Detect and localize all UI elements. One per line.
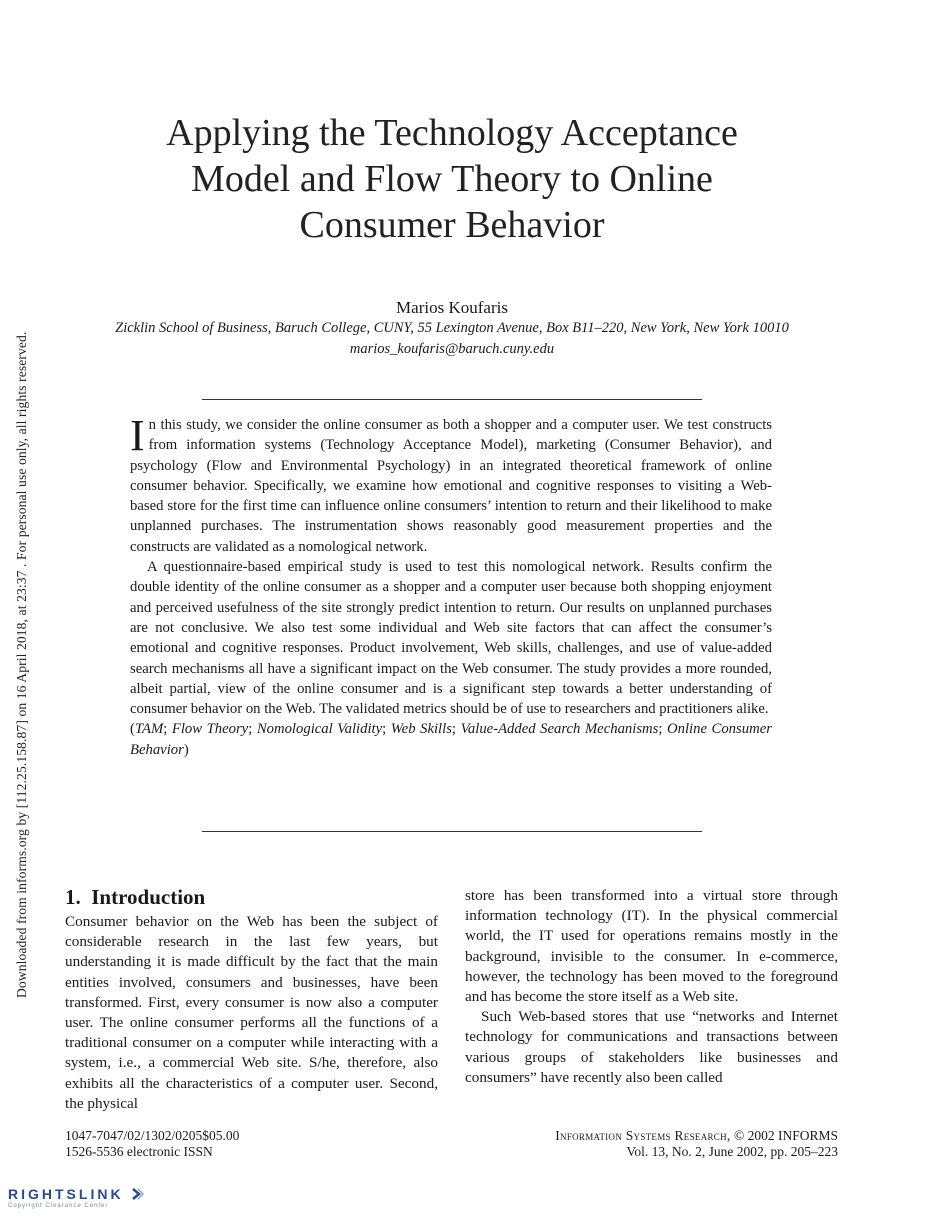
keyword: Flow Theory (171, 721, 249, 738)
title-line: Model and Flow Theory to Online (191, 158, 713, 200)
issn-print: 1047-7047/02/1302/0205$05.00 (65, 1128, 240, 1143)
copyright: © 2002 INFORMS (733, 1128, 838, 1143)
section-heading: 1. Introduction (65, 885, 206, 909)
abstract-paragraph-1 (130, 411, 772, 557)
logo-text: RIGHTSLINK (8, 1186, 124, 1202)
drop-cap: I (130, 411, 145, 460)
author-name: Marios Koufaris (396, 298, 508, 317)
logo-subtitle: Copyright Clearance Center (8, 1203, 109, 1209)
volume-info: Vol. 13, No. 2, June 2002, pp. 205–223 (626, 1144, 838, 1159)
abstract-p1-text: n this study, we consider the online consumer as both a shopper and a computer user. We test constructs from information systems (Technology Acceptance Model), marketing (Consumer Behavior), and psychology (Flow and Environmental Psychology) in an integrated theoretical framework of online consumer behavior. Specifically, we examine how emotional and cognitive responses to visiting a Web-based store for the first time can influence online consumers’ intention to return and their likelihood to make unplanned purchases. The instrumentation shows reasonably good measurement properties and the constructs are validated as a nomological network. (130, 417, 772, 555)
keyword: Nomological Validity (256, 721, 383, 738)
abstract-bottom-rule (202, 831, 702, 832)
keyword: Value-Added Search Mechanisms (460, 721, 659, 738)
footer-right (555, 1128, 838, 1160)
keywords: (TAM; Flow Theory; Nomological Validity; Web Skills; Value-Added Search Mechanisms; Online Consumer Behavior) (130, 721, 772, 758)
author-affiliation: Zicklin School of Business, Baruch College, CUNY, 55 Lexington Avenue, Box B11–220, New York, New York 10010 (115, 320, 789, 336)
footer-left (65, 1128, 239, 1160)
journal-name: Information Systems Research, (555, 1128, 731, 1143)
keyword: Web Skills (390, 721, 452, 738)
download-notice: Downloaded from informs.org by [112.25.158.87] on 16 April 2018, at 23:37 . For personal use only, all rights reserved. (14, 331, 29, 998)
abstract (130, 411, 772, 760)
rightslink-arrow-icon (130, 1187, 144, 1201)
intro-paragraph-1-cont: store has been transformed into a virtual store through information technology (IT). In the physical commercial world, the IT used for operations remains mostly in the background, invisible to the consumer. In e-commerce, however, the technology has been moved to the foreground and has become the store itself as a Web site. (465, 887, 838, 1006)
abstract-top-rule (202, 399, 702, 400)
paper-title (0, 110, 904, 248)
intro-paragraph-1: Consumer behavior on the Web has been the subject of considerable research in the last few years, but understanding it is made difficult by the fact that the main entities involved, consumers and businesses, have been transformed. First, every consumer is now also a computer user. The online consumer performs all the functions of a traditional consumer on a computer while interacting with a system, i.e., a commercial Web site. S/he, therefore, also exhibits all the characteristics of a computer user. Second, the physical (65, 913, 438, 1112)
keyword: TAM (134, 721, 164, 738)
abstract-paragraph-2: A questionnaire-based empirical study is used to test this nomological network. Results confirm the double identity of the online consumer as a shopper and a computer user because both shopping enjoyment and perceived usefulness of the site strongly predict intention to return. Our results on unplanned purchases are not conclusive. We also test some individual and Web site factors that can affect the consumer’s emotional and cognitive responses. Product involvement, Web skills, challenges, and use of value-added search mechanisms all have a significant impact on the Web consumer. The study provides a more rounded, albeit partial, view of the online consumer and is a significant step towards a better understanding of consumer behavior on the Web. The validated metrics should be of use to researchers and practitioners alike. (130, 559, 772, 718)
issn-electronic: 1526-5536 electronic ISSN (65, 1144, 213, 1159)
rightslink-logo[interactable] (8, 1186, 144, 1209)
left-column (65, 886, 438, 1114)
intro-paragraph-2: Such Web-based stores that use “networks and Internet technology for communications and transactions between various groups of stakeholders like businesses and consumers” have recently also been called (465, 1008, 838, 1086)
right-column (465, 886, 838, 1088)
author-email[interactable]: marios_koufaris@baruch.cuny.edu (349, 341, 555, 357)
keyword: Online Consumer Behavior (130, 721, 772, 758)
title-line: Applying the Technology Acceptance (166, 112, 738, 154)
journal-line (555, 1128, 838, 1144)
title-line: Consumer Behavior (299, 204, 605, 246)
